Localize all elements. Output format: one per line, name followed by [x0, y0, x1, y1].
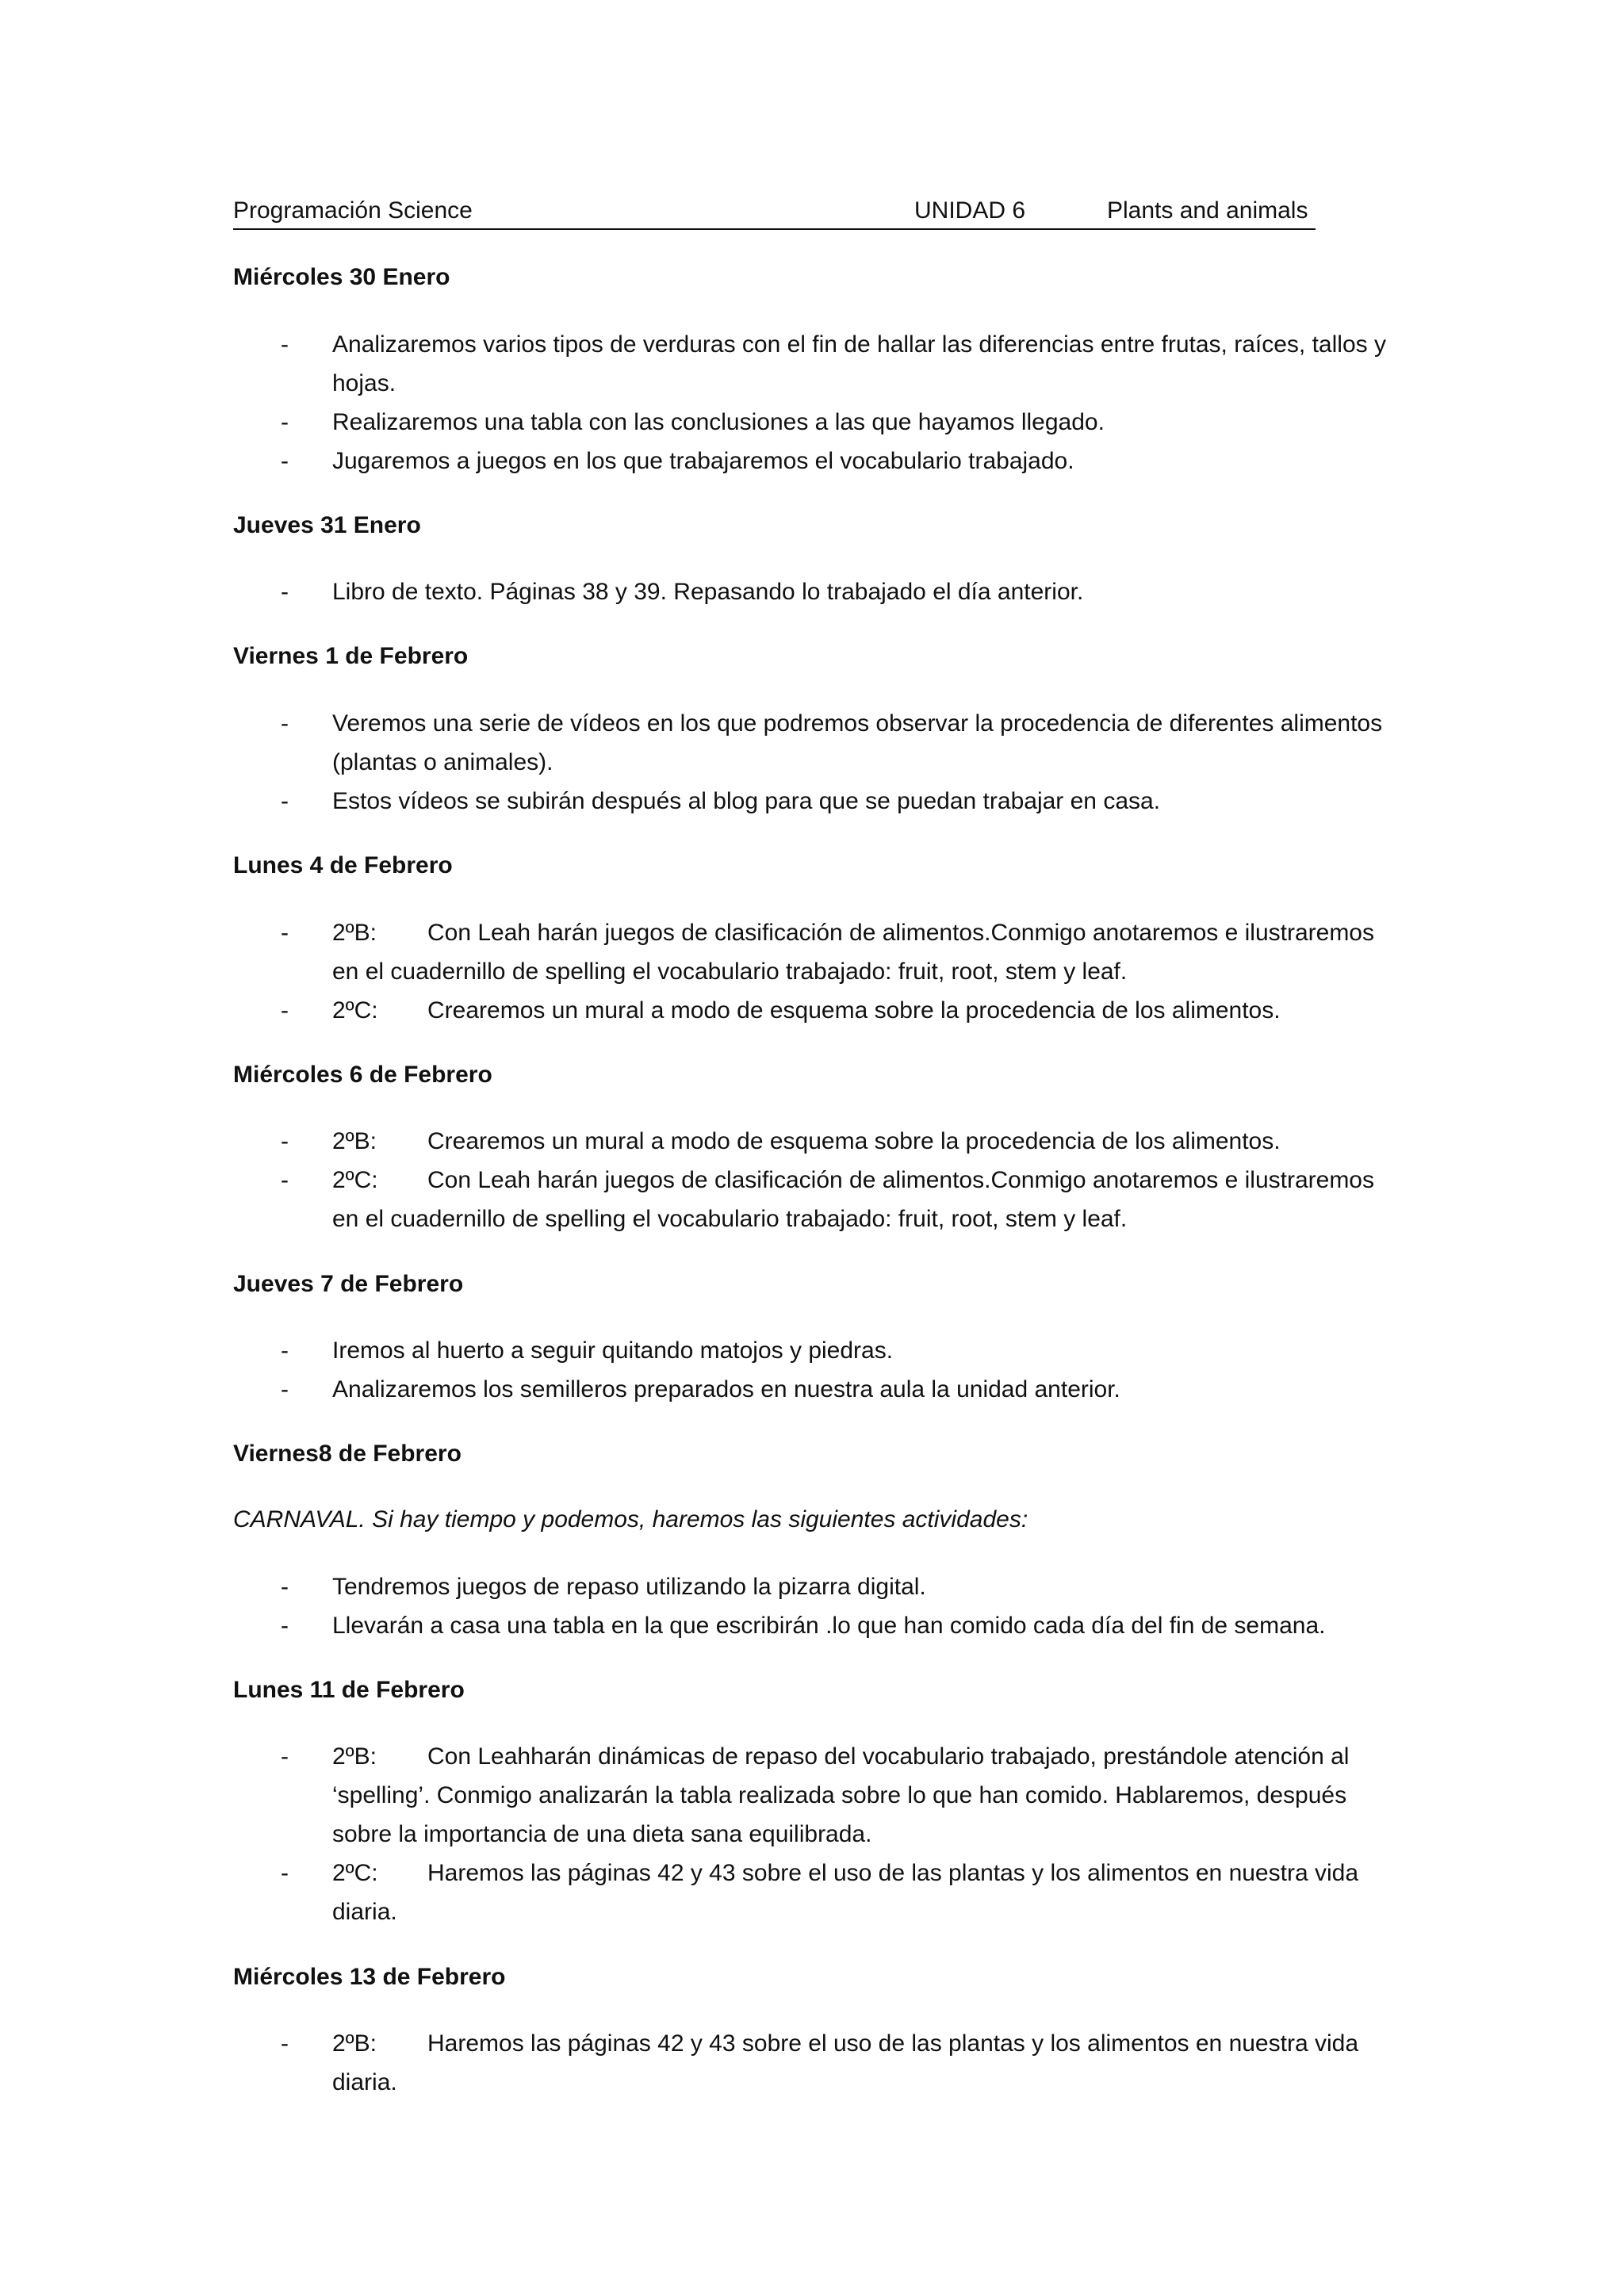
item-text: Crearemos un mural a modo de esquema sobre la procedencia de los alimentos.	[427, 997, 1281, 1024]
bullet-dash: -	[281, 1376, 289, 1402]
day-heading: Viernes 1 de Febrero	[233, 643, 469, 669]
bullet-dash: -	[281, 409, 289, 435]
page-header	[233, 195, 1316, 230]
day-heading: Miércoles 30 Enero	[233, 264, 450, 290]
bullet-dash: -	[281, 710, 289, 737]
bullet-dash: -	[281, 920, 289, 946]
bullet-dash: -	[281, 1860, 289, 1886]
group-label: 2ºB:	[332, 1743, 377, 1770]
group-label: 2ºB:	[332, 2030, 377, 2057]
bullet-dash: -	[281, 448, 289, 474]
header-topic: Plants and animals	[1107, 197, 1308, 224]
day-heading: Lunes 11 de Febrero	[233, 1677, 465, 1703]
group-label: 2ºC:	[332, 997, 378, 1024]
header-unit: UNIDAD 6	[914, 197, 1026, 224]
item-text: Llevarán a casa una tabla en la que escribirán .lo que han comido cada día del fin de semana.	[332, 1613, 1326, 1639]
day-heading: Jueves 7 de Febrero	[233, 1271, 464, 1297]
item-text: Veremos una serie de vídeos en los que podremos observar la procedencia de diferentes alimentos (plantas o animales).	[332, 710, 1383, 775]
day-heading: Viernes8 de Febrero	[233, 1441, 462, 1467]
bullet-dash: -	[281, 788, 289, 814]
item-text: Crearemos un mural a modo de esquema sobre la procedencia de los alimentos.	[427, 1128, 1281, 1154]
day-heading: Jueves 31 Enero	[233, 512, 421, 538]
item-text: Iremos al huerto a seguir quitando matojos y piedras.	[332, 1337, 894, 1364]
item-text: Haremos las páginas 42 y 43 sobre el uso de las plantas y los alimentos en nuestra vida diaria.	[332, 2030, 1358, 2095]
day-heading: Miércoles 6 de Febrero	[233, 1062, 492, 1088]
header-subject: Programación Science	[233, 197, 473, 224]
group-label: 2ºB:	[332, 920, 377, 946]
group-label: 2ºC:	[332, 1167, 378, 1193]
day-heading: Lunes 4 de Febrero	[233, 852, 453, 878]
bullet-dash: -	[281, 331, 289, 358]
bullet-dash: -	[281, 1613, 289, 1639]
item-text: Con Leah harán juegos de clasificación de alimentos.Conmigo anotaremos e ilustraremos en el cuadernillo de spelling el vocabulario trabajado: fruit, root, stem y leaf.	[332, 920, 1374, 985]
item-text: Analizaremos los semilleros preparados en nuestra aula la unidad anterior.	[332, 1376, 1120, 1402]
item-text: Con Leahharán dinámicas de repaso del vocabulario trabajado, prestándole atención al ‘spelling’. Conmigo analizarán la tabla realizada sobre lo que han comido. Hablaremos, después sobre la importancia de una dieta sana equilibrada.	[332, 1743, 1350, 1847]
item-text: Con Leah harán juegos de clasificación de alimentos.Conmigo anotaremos e ilustraremos en el cuadernillo de spelling el vocabulario trabajado: fruit, root, stem y leaf.	[332, 1167, 1374, 1232]
bullet-dash: -	[281, 579, 289, 605]
item-text: Haremos las páginas 42 y 43 sobre el uso de las plantas y los alimentos en nuestra vida diaria.	[332, 1860, 1358, 1925]
item-text: Tendremos juegos de repaso utilizando la pizarra digital.	[332, 1574, 926, 1600]
bullet-dash: -	[281, 1743, 289, 1770]
bullet-dash: -	[281, 1337, 289, 1364]
bullet-dash: -	[281, 2030, 289, 2057]
item-text: Jugaremos a juegos en los que trabajaremos el vocabulario trabajado.	[332, 448, 1074, 474]
item-text: Analizaremos varios tipos de verduras con el fin de hallar las diferencias entre frutas, raíces, tallos y hojas.	[332, 331, 1386, 396]
bullet-dash: -	[281, 1128, 289, 1154]
item-text: Libro de texto. Páginas 38 y 39. Repasando lo trabajado el día anterior.	[332, 579, 1084, 605]
group-label: 2ºB:	[332, 1128, 377, 1154]
bullet-dash: -	[281, 1167, 289, 1193]
day-heading: Miércoles 13 de Febrero	[233, 1964, 506, 1990]
note-text: CARNAVAL. Si hay tiempo y podemos, haremos las siguientes actividades:	[233, 1506, 1028, 1533]
item-text: Realizaremos una tabla con las conclusiones a las que hayamos llegado.	[332, 409, 1105, 435]
item-text: Estos vídeos se subirán después al blog para que se puedan trabajar en casa.	[332, 788, 1161, 814]
group-label: 2ºC:	[332, 1860, 378, 1886]
bullet-dash: -	[281, 1574, 289, 1600]
bullet-dash: -	[281, 997, 289, 1024]
